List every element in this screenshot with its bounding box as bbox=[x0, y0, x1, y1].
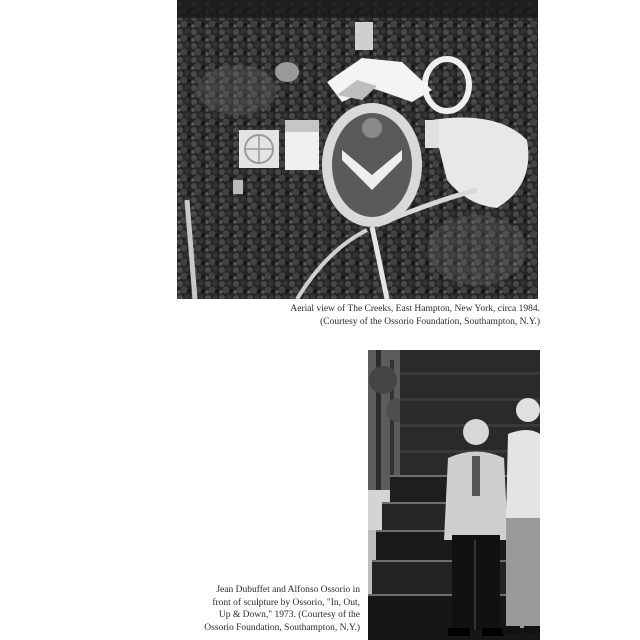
portrait-caption-line-1: Jean Dubuffet and Alfonso Ossorio in bbox=[216, 585, 360, 595]
dubuffet-ossorio-photo bbox=[368, 350, 540, 640]
aerial-view-photo bbox=[177, 0, 538, 299]
portrait-caption-line-2: front of sculpture by Ossorio, "In, Out, bbox=[212, 597, 360, 608]
portrait-caption-line-4: Ossorio Foundation, Southampton, N.Y.) bbox=[204, 622, 360, 633]
dubuffet-ossorio-image bbox=[368, 350, 540, 640]
aerial-view-caption bbox=[250, 303, 540, 328]
aerial-caption-line-2: (Courtesy of the Ossorio Foundation, Southampton, N.Y.) bbox=[320, 316, 540, 327]
aerial-caption-line-1: Aerial view of The Creeks, East Hampton, New York, circa 1984. bbox=[290, 304, 540, 314]
dubuffet-ossorio-caption bbox=[180, 584, 360, 634]
aerial-view-image bbox=[177, 0, 538, 299]
portrait-caption-line-3: Up & Down," 1973. (Courtesy of the bbox=[218, 610, 360, 620]
